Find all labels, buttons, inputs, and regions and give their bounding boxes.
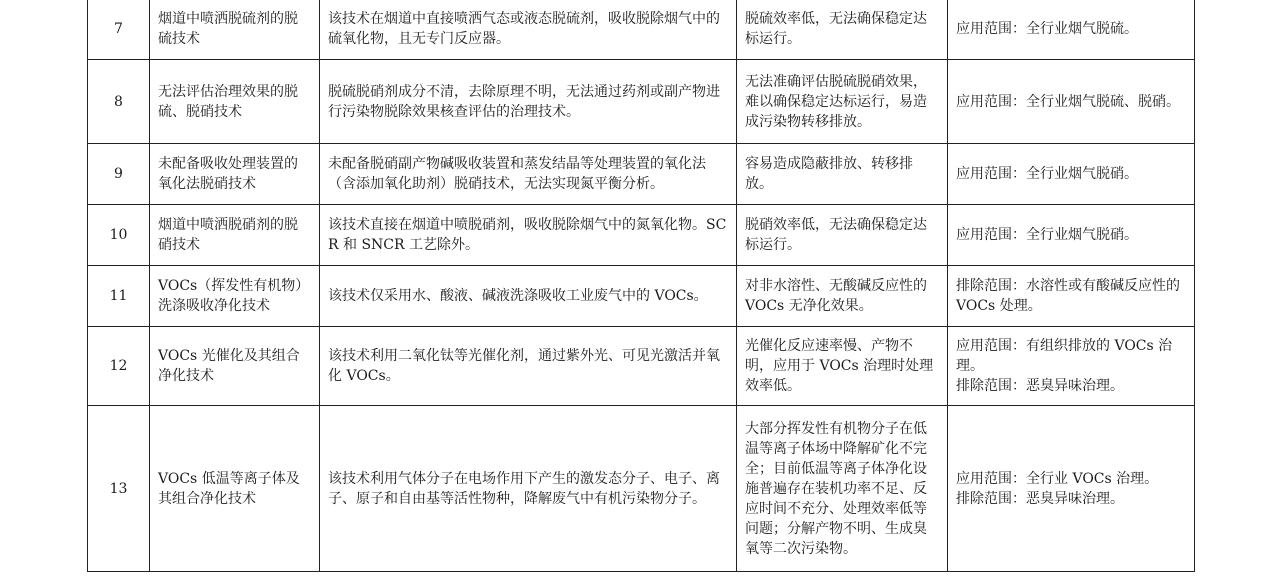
row-number: 8 [88,60,150,144]
row-number: 10 [88,205,150,266]
table-row-10 [88,205,1195,266]
scope-line: 排除范围：恶臭异味治理。 [956,378,1124,394]
technology-scope [948,266,1195,327]
scope-line: 应用范围：有组织排放的 VOCs 治理。 [956,338,1173,374]
scope-line: 应用范围：全行业烟气脱硝。 [956,166,1138,182]
technology-scope [948,60,1195,144]
table-row-11 [88,266,1195,327]
row-number: 9 [88,144,150,205]
row-number: 7 [88,0,150,60]
technology-name: 未配备吸收处理装置的氧化法脱硝技术 [150,144,320,205]
technology-problem: 无法准确评估脱硫脱硝效果，难以确保稳定达标运行，易造成污染物转移排放。 [737,60,948,144]
technology-description: 该技术利用二氧化钛等光催化剂，通过紫外光、可见光激活并氧化 VOCs。 [320,327,737,406]
technology-description: 该技术利用气体分子在电场作用下产生的激发态分子、电子、离子、原子和自由基等活性物种，降解废气中有机污染物分子。 [320,406,737,572]
table-row-12 [88,327,1195,406]
technology-description: 该技术仅采用水、酸液、碱液洗涤吸收工业废气中的 VOCs。 [320,266,737,327]
technology-scope [948,327,1195,406]
technology-name: 烟道中喷洒脱硫剂的脱硫技术 [150,0,320,60]
table-row-9 [88,144,1195,205]
row-number: 13 [88,406,150,572]
technology-problem: 对非水溶性、无酸碱反应性的 VOCs 无净化效果。 [737,266,948,327]
scope-line: 应用范围：全行业 VOCs 治理。 [956,470,1159,487]
technology-description: 脱硫脱硝剂成分不清，去除原理不明，无法通过药剂或副产物进行污染物脱除效果核查评估的治理技术。 [320,60,737,144]
scope-line: 应用范围：全行业烟气脱硫、脱硝。 [956,93,1180,110]
row-number: 11 [88,266,150,327]
scope-line: 排除范围：水溶性或有酸碱反应性的 VOCs 处理。 [956,278,1180,314]
technology-name: VOCs 光催化及其组合净化技术 [150,327,320,406]
technology-scope [948,205,1195,266]
row-number: 12 [88,327,150,406]
technology-name: VOCs 低温等离子体及其组合净化技术 [150,406,320,572]
technology-scope [948,406,1195,572]
technology-description: 该技术在烟道中直接喷洒气态或液态脱硫剂，吸收脱除烟气中的硫氧化物，且无专门反应器。 [320,0,737,60]
table-row-13 [88,406,1195,572]
technology-problem: 大部分挥发性有机物分子在低温等离子体场中降解矿化不完全；目前低温等离子体净化设施普遍存在装机功率不足、反应时间不充分、处理效率低等问题；分解产物不明、生成臭氧等二次污染物。 [737,406,948,572]
technology-problem: 脱硫效率低，无法确保稳定达标运行。 [737,0,948,60]
technology-name: 无法评估治理效果的脱硫、脱硝技术 [150,60,320,144]
technology-description: 未配备脱硝副产物碱吸收装置和蒸发结晶等处理装置的氧化法（含添加氧化助剂）脱硝技术，无法实现氮平衡分析。 [320,144,737,205]
technology-problem: 脱硝效率低，无法确保稳定达标运行。 [737,205,948,266]
technology-problem: 光催化反应速率慢、产物不明，应用于 VOCs 治理时处理效率低。 [737,327,948,406]
table-row-8 [88,60,1195,144]
technology-scope [948,144,1195,205]
technology-description: 该技术直接在烟道中喷脱硝剂，吸收脱除烟气中的氮氧化物。SCR 和 SNCR 工艺除外。 [320,205,737,266]
technology-problem: 容易造成隐蔽排放、转移排放。 [737,144,948,205]
technology-table [87,0,1195,572]
technology-scope [948,0,1195,60]
technology-name: VOCs（挥发性有机物）洗涤吸收净化技术 [150,266,320,327]
technology-name: 烟道中喷洒脱硝剂的脱硝技术 [150,205,320,266]
table-row-7 [88,0,1195,60]
scope-line: 应用范围：全行业烟气脱硝。 [956,227,1138,243]
scope-line: 应用范围：全行业烟气脱硫。 [956,21,1138,37]
scope-line: 排除范围：恶臭异味治理。 [956,490,1124,507]
